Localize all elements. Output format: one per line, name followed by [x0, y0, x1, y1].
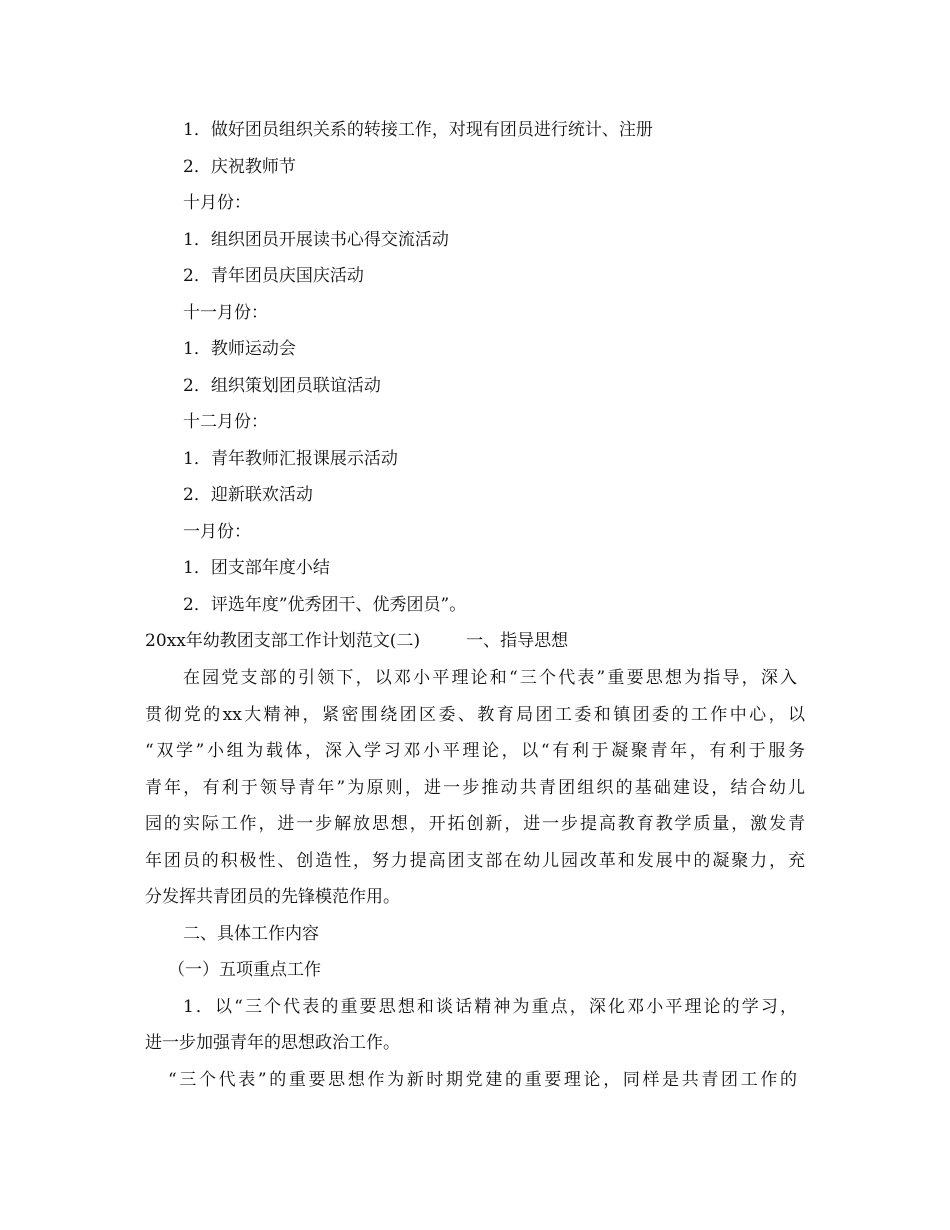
sep-item-2: 2．庆祝教师节 — [183, 157, 296, 177]
item1-line-1: 1．以“三个代表的重要思想和谈话精神为重点，深化邓小平理论的学习， — [183, 997, 797, 1017]
december-heading: 十二月份： — [183, 412, 268, 432]
item1-line-2: 进一步加强青年的思想政治工作。 — [145, 1033, 400, 1053]
october-heading: 十月份： — [183, 193, 251, 213]
january-item-2: 2．评选年度”优秀团干、优秀团员”。 — [183, 595, 467, 615]
october-item-1: 1．组织团员开展读书心得交流活动 — [183, 230, 449, 250]
paragraph1-line-2: 贯彻党的xx大精神，紧密围绕团区委、教育局团工委和镇团委的工作中心，以 — [145, 705, 805, 725]
paragraph1-line-5: 园的实际工作，进一步解放思想，开拓创新，进一步提高教育教学质量，激发青 — [145, 814, 805, 834]
paragraph1-line-4: 青年，有利于领导青年”为原则，进一步推动共青团组织的基础建设，结合幼儿 — [145, 778, 805, 798]
paragraph1-line-7: 分发挥共青团员的先锋模范作用。 — [145, 887, 400, 907]
january-heading: 一月份： — [183, 522, 251, 542]
sep-item-1: 1．做好团员组织关系的转接工作，对现有团员进行统计、注册 — [183, 120, 653, 140]
december-item-1: 1．青年教师汇报课展示活动 — [183, 449, 398, 469]
specific-work-heading: 二、具体工作内容 — [183, 924, 319, 944]
paragraph2-line-1: “三个代表”的重要思想作为新时期党建的重要理论，同样是共青团工作的 — [168, 1070, 797, 1090]
december-item-2: 2．迎新联欢活动 — [183, 485, 313, 505]
paragraph1-line-1: 在园党支部的引领下，以邓小平理论和“三个代表”重要思想为指导，深入 — [183, 668, 797, 688]
paragraph1-line-6: 年团员的积极性、创造性，努力提高团支部在幼儿园改革和发展中的凝聚力，充 — [145, 851, 805, 871]
part2-title-line — [145, 629, 805, 653]
five-key-tasks-heading: （一）五项重点工作 — [168, 960, 321, 980]
november-item-1: 1．教师运动会 — [183, 339, 296, 359]
november-heading: 十一月份： — [183, 303, 268, 323]
part2-title: 20xx年幼教团支部工作计划范文(二) — [145, 631, 421, 651]
paragraph1-line-3: “双学”小组为载体，深入学习邓小平理论，以“有利于凝聚青年，有利于服务 — [145, 741, 805, 761]
november-item-2: 2．组织策划团员联谊活动 — [183, 376, 381, 396]
january-item-1: 1．团支部年度小结 — [183, 558, 330, 578]
october-item-2: 2．青年团员庆国庆活动 — [183, 266, 364, 286]
guiding-ideology-heading: 一、指导思想 — [466, 631, 569, 651]
